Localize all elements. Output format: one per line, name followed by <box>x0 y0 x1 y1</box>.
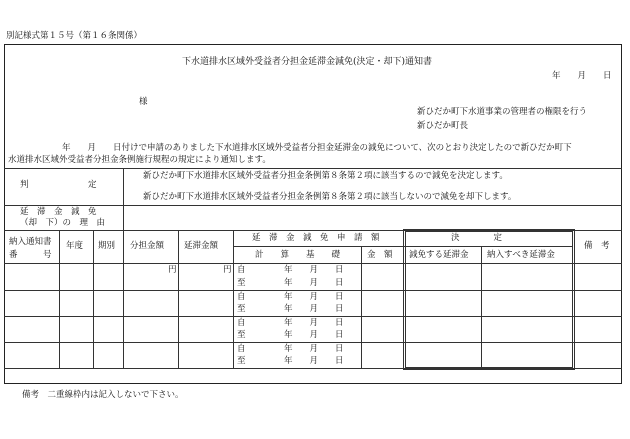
form-title: 下水道排水区域外受益者分担金延滞金減免(決定・却下)通知書 <box>182 57 433 67</box>
row2-to: 至 <box>237 304 246 314</box>
body-line2: 水道排水区域外受益者分担金条例施行規程の規定により通知します。 <box>8 155 271 165</box>
row4-from-date: 年 月 日 <box>284 344 344 354</box>
row1-from: 自 <box>237 265 246 275</box>
row1-amount-yen: 円 <box>168 265 177 275</box>
th-notice-2: 番 号 <box>9 250 52 260</box>
reason-label-2: （却 下）の 理 由 <box>20 218 106 228</box>
th-pay: 納入すべき延滞金 <box>487 250 555 260</box>
row1-from-date: 年 月 日 <box>284 265 344 275</box>
th-request: 延 滞 金 減 免 申 請 額 <box>252 233 380 243</box>
row1-to: 至 <box>237 278 246 288</box>
issuer-line1: 新ひだか町下水道事業の管理者の権限を行う <box>417 107 588 117</box>
th-year: 年度 <box>66 241 84 251</box>
addressee-suffix: 様 <box>139 97 148 107</box>
th-calc: 計 算 基 礎 <box>255 250 341 260</box>
row2-from-date: 年 月 日 <box>284 292 344 302</box>
reason-label-1: 延 滞 金 減 免 <box>20 207 97 217</box>
th-remarks: 備 考 <box>584 241 610 251</box>
row1-to-date: 年 月 日 <box>284 278 344 288</box>
row3-from-date: 年 月 日 <box>284 318 344 328</box>
judgment-option-1: 新ひだか町下水道排水区域外受益者分担金条例第８条第２項に該当するので減免を決定します。 <box>143 171 508 181</box>
date-line: 年 月 日 <box>552 71 612 81</box>
judgment-label: 判 定 <box>20 180 97 190</box>
row4-to-date: 年 月 日 <box>284 356 344 366</box>
th-decision: 決 定 <box>451 233 503 243</box>
row4-from: 自 <box>237 344 246 354</box>
row2-from: 自 <box>237 292 246 302</box>
th-period: 期別 <box>98 241 116 251</box>
footnote: 備考 二重線枠内は記入しないで下さい。 <box>22 390 184 400</box>
issuer-line2: 新ひだか町長 <box>417 121 469 131</box>
th-sum: 金 額 <box>367 250 393 260</box>
row4-to: 至 <box>237 356 246 366</box>
row1-late-yen: 円 <box>223 265 232 275</box>
th-amount: 分担金額 <box>130 241 165 251</box>
body-line1: 年 月 日付けで申請のありました下水道排水区域外受益者分担金延滞金の減免について、次のとおり決定したので新ひだか町下 <box>62 143 572 153</box>
row3-from: 自 <box>237 318 246 328</box>
row2-to-date: 年 月 日 <box>284 304 344 314</box>
judgment-option-2: 新ひだか町下水道排水区域外受益者分担金条例第８条第２項に該当しないので減免を却下します。 <box>143 192 517 202</box>
row3-to: 至 <box>237 330 246 340</box>
th-exempt: 減免する延滞金 <box>409 250 469 260</box>
th-late: 延滞金額 <box>184 241 219 251</box>
form-id: 別記様式第１５号（第１６条関係） <box>6 31 143 41</box>
row3-to-date: 年 月 日 <box>284 330 344 340</box>
th-notice-1: 納入通知書 <box>9 237 52 247</box>
